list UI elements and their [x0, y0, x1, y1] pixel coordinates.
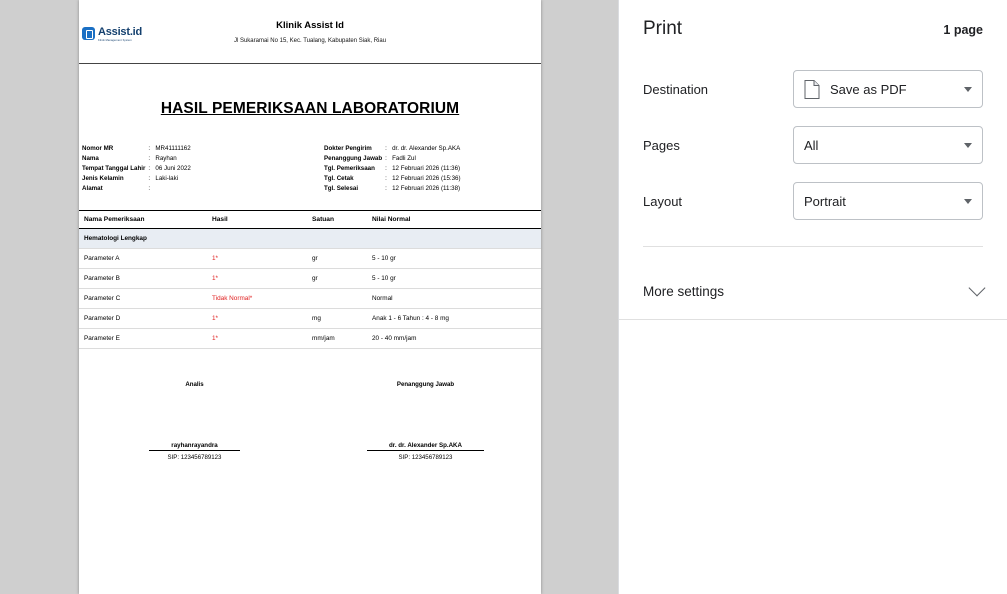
cell-result: 1*: [207, 249, 307, 269]
patient-info-left-values: [155, 144, 190, 194]
signature-sip: SIP: 123456789123: [398, 454, 453, 462]
info-value: 12 Februari 2026 (15:36): [392, 175, 461, 183]
info-value: 06 Juni 2022: [155, 165, 191, 173]
destination-label: Destination: [643, 81, 709, 97]
destination-value: Save as PDF: [830, 81, 907, 97]
info-value: Rayhan: [155, 155, 177, 163]
info-label: Tgl. Selesai: [324, 185, 359, 193]
signature-analyst: [79, 381, 310, 461]
results-table: [79, 210, 541, 349]
pages-label: Pages: [643, 137, 680, 153]
cell-result: 1*: [207, 309, 307, 329]
patient-info-right-values: [392, 144, 460, 194]
more-settings-toggle[interactable]: [619, 263, 1007, 319]
info-label: Nomor MR: [82, 145, 114, 152]
info-label: Jenis Kelamin: [82, 175, 124, 183]
cell-name: Parameter B: [79, 269, 207, 289]
cell-unit: gr: [307, 269, 367, 289]
layout-select[interactable]: [793, 182, 983, 220]
info-value: Fadli Zul: [392, 155, 416, 163]
preview-background: [0, 0, 79, 594]
chevron-down-icon: [969, 280, 986, 297]
cell-normal: Anak 1 - 6 Tahun : 4 - 8 mg: [367, 309, 541, 329]
divider: [643, 246, 983, 247]
logo-main-text: Assist.id: [98, 26, 143, 39]
pages-select[interactable]: [793, 126, 983, 164]
signature-role: Penanggung Jawab: [396, 381, 455, 389]
clinic-address: Jl Sukaramai No 15, Kec. Tualang, Kabupaten Siak, Riau: [233, 38, 387, 44]
signature-role: Analis: [185, 381, 204, 389]
info-label: Nama: [82, 155, 99, 163]
table-row: [79, 329, 541, 349]
divider: [619, 319, 1007, 320]
info-label: Penanggung Jawab: [324, 155, 383, 163]
cell-result: Tidak Normal*: [207, 289, 307, 309]
page-count-label: 1 page: [943, 23, 983, 37]
table-header-row: [79, 211, 541, 229]
info-value: 12 Februari 2026 (11:38): [392, 185, 461, 193]
pages-value: All: [804, 137, 819, 153]
cell-normal: 5 - 10 gr: [367, 249, 541, 269]
signature-area: [79, 381, 541, 461]
cell-name: Parameter E: [79, 329, 207, 349]
table-group-row: [79, 229, 541, 249]
report-title: HASIL PEMERIKSAAN LABORATORIUM: [160, 100, 460, 117]
chevron-down-icon: [964, 199, 972, 204]
chevron-down-icon: [964, 87, 972, 92]
page-title: Print: [643, 18, 683, 39]
clinic-name: Klinik Assist Id: [276, 20, 344, 31]
logo-sub-text: Klinik Management System: [98, 39, 132, 43]
info-separators: : : : : :: [148, 145, 151, 193]
info-value: [155, 184, 190, 194]
destination-row: [643, 62, 983, 116]
cell-result: 1*: [207, 329, 307, 349]
cell-unit: mm/jam: [307, 329, 367, 349]
lab-report: [79, 0, 541, 461]
cell-name: Parameter A: [79, 249, 207, 269]
cell-unit: mg: [307, 309, 367, 329]
logo-text: [98, 23, 142, 43]
table-row: [79, 249, 541, 269]
pdf-file-icon: [804, 80, 820, 99]
info-label: Dokter Pengirim: [324, 145, 372, 152]
pages-row: [643, 118, 983, 172]
info-label: Alamat: [82, 185, 103, 193]
table-row: [79, 289, 541, 309]
cell-normal: Normal: [367, 289, 541, 309]
logo-mark-icon: [82, 27, 95, 40]
info-label: Tgl. Cetak: [324, 175, 354, 183]
group-label: Hematologi Lengkap: [79, 229, 541, 249]
info-value: Laki-laki: [155, 175, 179, 183]
print-panel-header: [619, 0, 1007, 58]
patient-info-left: [82, 144, 324, 194]
more-settings-label: More settings: [643, 283, 725, 299]
cell-unit: gr: [307, 249, 367, 269]
signature-name: dr. dr. Alexander Sp.AKA: [367, 442, 484, 451]
layout-label: Layout: [643, 193, 683, 209]
patient-info-left-labels: [82, 144, 145, 194]
info-value: MR41111162: [155, 145, 191, 152]
cell-normal: 20 - 40 mm/jam: [367, 329, 541, 349]
print-settings-panel: [618, 0, 1007, 594]
patient-info: [79, 144, 541, 194]
table-row: [79, 309, 541, 329]
signature-responsible: [310, 381, 541, 461]
chevron-down-icon: [964, 143, 972, 148]
table-row: [79, 269, 541, 289]
info-value: dr. dr. Alexander Sp.AKA: [392, 145, 461, 152]
clinic-logo: [82, 22, 144, 44]
info-separators: : : : : :: [385, 145, 387, 193]
layout-row: [643, 174, 983, 228]
print-settings-body: [619, 58, 1007, 247]
layout-value: Portrait: [804, 193, 846, 209]
patient-info-right: [324, 144, 534, 194]
cell-normal: 5 - 10 gr: [367, 269, 541, 289]
column-header-result: Hasil: [207, 211, 307, 229]
report-header: [79, 8, 541, 64]
cell-result: 1*: [207, 269, 307, 289]
signature-name: rayhanrayandra: [149, 442, 239, 451]
cell-name: Parameter D: [79, 309, 207, 329]
info-label: Tempat Tanggal Lahir: [82, 165, 146, 173]
info-value: 12 Februari 2026 (11:36): [392, 165, 461, 173]
document-page: [79, 0, 541, 594]
destination-select[interactable]: [793, 70, 983, 108]
cell-name: Parameter C: [79, 289, 207, 309]
info-label: Tgl. Pemeriksaan: [324, 165, 375, 173]
column-header-unit: Satuan: [307, 211, 367, 229]
signature-sip: SIP: 123456789123: [167, 454, 222, 462]
column-header-name: Nama Pemeriksaan: [79, 211, 207, 229]
patient-info-right-labels: [324, 144, 382, 194]
cell-unit: [307, 289, 367, 309]
column-header-normal: Nilai Normal: [367, 211, 541, 229]
